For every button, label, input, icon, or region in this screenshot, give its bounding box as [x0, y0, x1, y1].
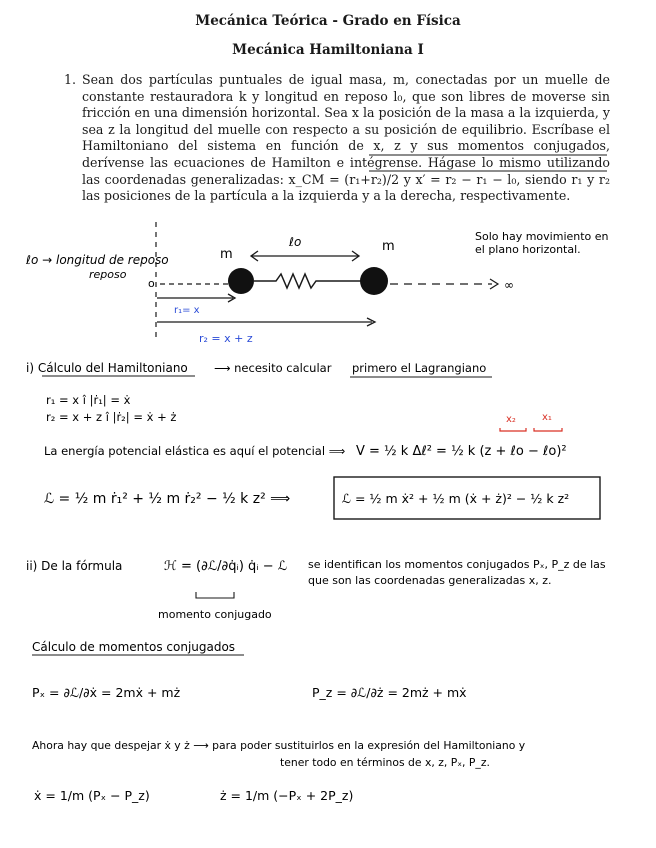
spring-diagram [25, 222, 609, 345]
section2-prefix: ii) De la fórmula [26, 559, 123, 573]
problem-text: Sean dos partículas puntuales de igual masa, m, conectadas por un muelle de constante restauradora k y longitud en reposo l₀, que son libres de moverse sin fricción en una dimensión horizontal. Sea x la posición de la masa a la izquierda, y sea z la longitud del muelle con respecto a su posición de equilibrio. Escríbase el Hamiltoniano del sistema en función de x, z y sus momentos conjugados, derívense las ecuaciones de Hamilton e intégrense. Hágase lo mismo utilizando las coordenadas generalizadas: x_CM = (r₁+r₂)/2 y x′ = r₂ − r₁ − l₀, siendo r₁ y r₂ las posiciones de la partícula a la izquierda y a la derecha, respectivamente. [82, 72, 611, 204]
red-brace-2 [534, 428, 562, 431]
reposo-word: reposo [89, 268, 127, 281]
lagrangian-boxed: ℒ = ½ m ẋ² + ½ m (ẋ + ż)² − ½ k z² [342, 491, 570, 506]
sheet-title: Mecánica Hamiltoniana I [232, 42, 424, 58]
brace-label-2: x₁ [542, 412, 552, 423]
px-equation: Pₓ = ∂ℒ/∂ẋ = 2mẋ + mż [32, 685, 181, 700]
section2-text-1: se identifican los momentos conjugados Pₓ, P_z de las [308, 558, 606, 571]
solve-text-1: Ahora hay que despejar ẋ y ż ⟶ para poder sustituirlos en la expresión del Hamiltoniano y [32, 739, 526, 752]
r1-label: r₁= x [174, 305, 200, 316]
mass-left-label: m [220, 247, 233, 262]
section1-title: i) Cálculo del Hamiltoniano [26, 361, 188, 375]
section-hamiltonian [26, 361, 600, 519]
r2-label: r₂ = x + z [199, 332, 253, 345]
problem-number: 1. [64, 72, 77, 87]
zdot-equation: ż = 1/m (−Pₓ + 2P_z) [220, 788, 354, 803]
spring [254, 274, 361, 288]
mass-left [228, 268, 254, 294]
solve-text-2: tener todo en términos de x, z, Pₓ, P_z. [280, 756, 490, 769]
l0-legend: ℓo → longitud de reposo [26, 253, 169, 267]
section1-lagrangian: primero el Lagrangiano [352, 361, 487, 375]
potential-equation: V = ½ k Δℓ² = ½ k (z + ℓo − ℓo)² [356, 444, 567, 459]
axis-label: ∞ [504, 278, 514, 292]
note-line-2: el plano horizontal. [475, 243, 581, 256]
momentum-label: momento conjugado [158, 608, 272, 621]
r-vector-1: r₁ = x î |ṙ₁| = ẋ [46, 393, 131, 407]
section1-arrow: ⟶ necesito calcular [214, 361, 332, 375]
potential-text: La energía potencial elástica es aquí el potencial ⟹ [44, 444, 346, 458]
section-momenta [26, 558, 606, 803]
xdot-equation: ẋ = 1/m (Pₓ − P_z) [34, 788, 150, 803]
section2-text-2: que son las coordenadas generalizadas x, z. [308, 574, 552, 587]
note-line-1: Solo hay movimiento en [475, 230, 609, 243]
momentum-bracket [196, 592, 234, 598]
l0-label: ℓo [289, 235, 302, 249]
mass-right [360, 267, 388, 295]
hamiltonian-formula: ℋ = (∂ℒ/∂q̇ᵢ) q̇ᵢ − ℒ [164, 559, 288, 574]
mass-right-label: m [382, 239, 395, 254]
origin-label: o [148, 277, 155, 290]
course-title: Mecánica Teórica - Grado en Física [195, 13, 461, 29]
red-brace-1 [500, 428, 526, 431]
r-vector-2: r₂ = x + z î |ṙ₂| = ẋ + ż [46, 410, 177, 424]
brace-label-1: x₂ [506, 414, 516, 425]
lagrangian-equation: ℒ = ½ m ṙ₁² + ½ m ṙ₂² − ½ k z² ⟹ [44, 491, 291, 507]
pz-equation: P_z = ∂ℒ/∂ż = 2mż + mẋ [312, 685, 467, 700]
conj-title: Cálculo de momentos conjugados [32, 640, 236, 654]
